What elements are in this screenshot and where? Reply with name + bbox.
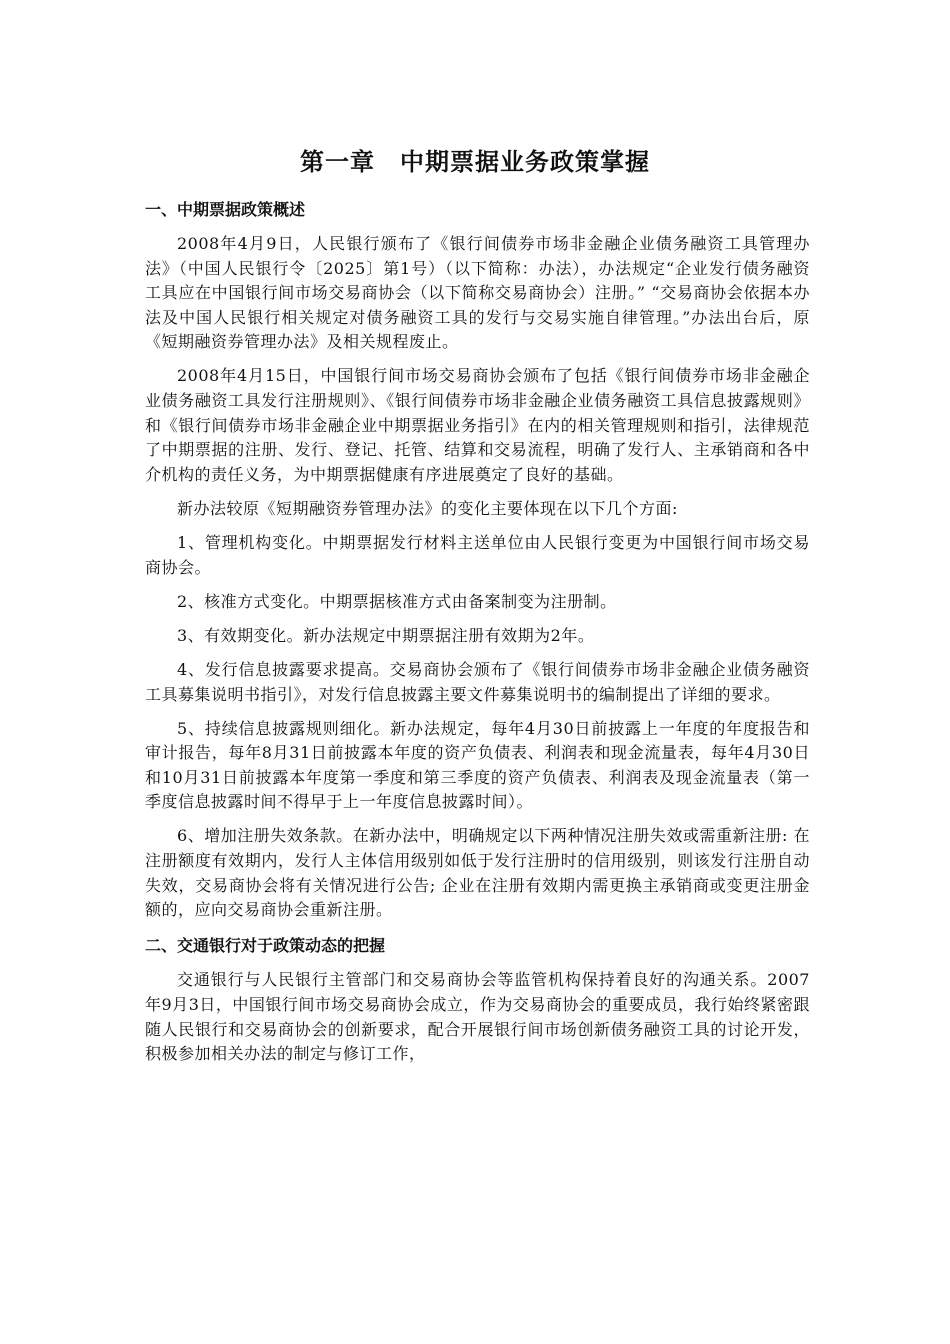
document-body <box>145 196 810 1076</box>
chapter-title: 第一章 中期票据业务政策掌握 <box>300 148 650 176</box>
list-item: 6、增加注册失效条款。在新办法中，明确规定以下两种情况注册失效或需重新注册: 在注册额度有效期内，发行人主体信用级别如低于发行注册时的信用级别，则该发行注册自动失效，交易商协会将有关情况进行公告; 企业在注册有效期内需更换主承销商或变更注册金额的，应向交易商协会重新注册。 <box>145 826 810 920</box>
section-heading: 一、中期票据政策概述 <box>145 200 306 219</box>
paragraph: 2008年4月15日，中国银行间市场交易商协会颁布了包括《银行间债券市场非金融企业债务融资工具发行注册规则》、《银行间债券市场非金融企业债务融资工具信息披露规则》和《银行间债券市场非金融企业中期票据业务指引》在内的相关管理规则和指引，法律规范了中期票据的注册、发行、登记、托管、结算和交易流程，明确了发行人、主承销商和各中介机构的责任义务，为中期票据健康有序进展奠定了良好的基础。 <box>145 366 810 484</box>
section-policy-overview <box>145 196 810 923</box>
list-item: 5、持续信息披露规则细化。新办法规定，每年4月30日前披露上一年度的年度报告和审计报告，每年8月31日前披露本年度的资产负债表、利润表和现金流量表，每年4月30日和10月31日前披露本年度第一季度和第三季度的资产负债表、利润表及现金流量表（第一季度信息披露时间不得早于上一年度信息披露时间）。 <box>145 718 810 812</box>
section-heading: 二、交通银行对于政策动态的把握 <box>145 936 386 956</box>
list-item: 3、有效期变化。新办法规定中期票据注册有效期为2年。 <box>177 625 595 645</box>
section-policy-tracking <box>145 932 810 1066</box>
list-item: 1、管理机构变化。中期票据发行材料主送单位由人民银行变更为中国银行间市场交易商协会。 <box>145 533 810 577</box>
paragraph: 交通银行与人民银行主管部门和交易商协会等监管机构保持着良好的沟通关系。2007年9月3日，中国银行间市场交易商协会成立，作为交易商协会的重要成员，我行始终紧密跟随人民银行和交易商协会的创新要求，配合开展银行间市场创新债务融资工具的讨论开发，积极参加相关办法的制定与修订工作， <box>145 970 810 1064</box>
list-item: 2、核准方式变化。中期票据核准方式由备案制变为注册制。 <box>177 591 617 611</box>
paragraph: 2008年4月9日，人民银行颁布了《银行间债券市场非金融企业债务融资工具管理办法》（中国人民银行令〔2025〕第1号）（以下简称：办法），办法规定“企业发行债务融资工具应在中国银行间市场交易商协会（以下简称交易商协会）注册。” “交易商协会依据本办法及中国人民银行相关规定对债务融资工具的发行与交易实施自律管理。”办法出台后，原《短期融资券管理办法》及相关规程废止。 <box>145 234 810 352</box>
list-item: 4、发行信息披露要求提高。交易商协会颁布了《银行间债券市场非金融企业债务融资工具募集说明书指引》，对发行信息披露主要文件募集说明书的编制提出了详细的要求。 <box>145 659 810 704</box>
paragraph: 新办法较原《短期融资券管理办法》的变化主要体现在以下几个方面: <box>177 498 678 518</box>
